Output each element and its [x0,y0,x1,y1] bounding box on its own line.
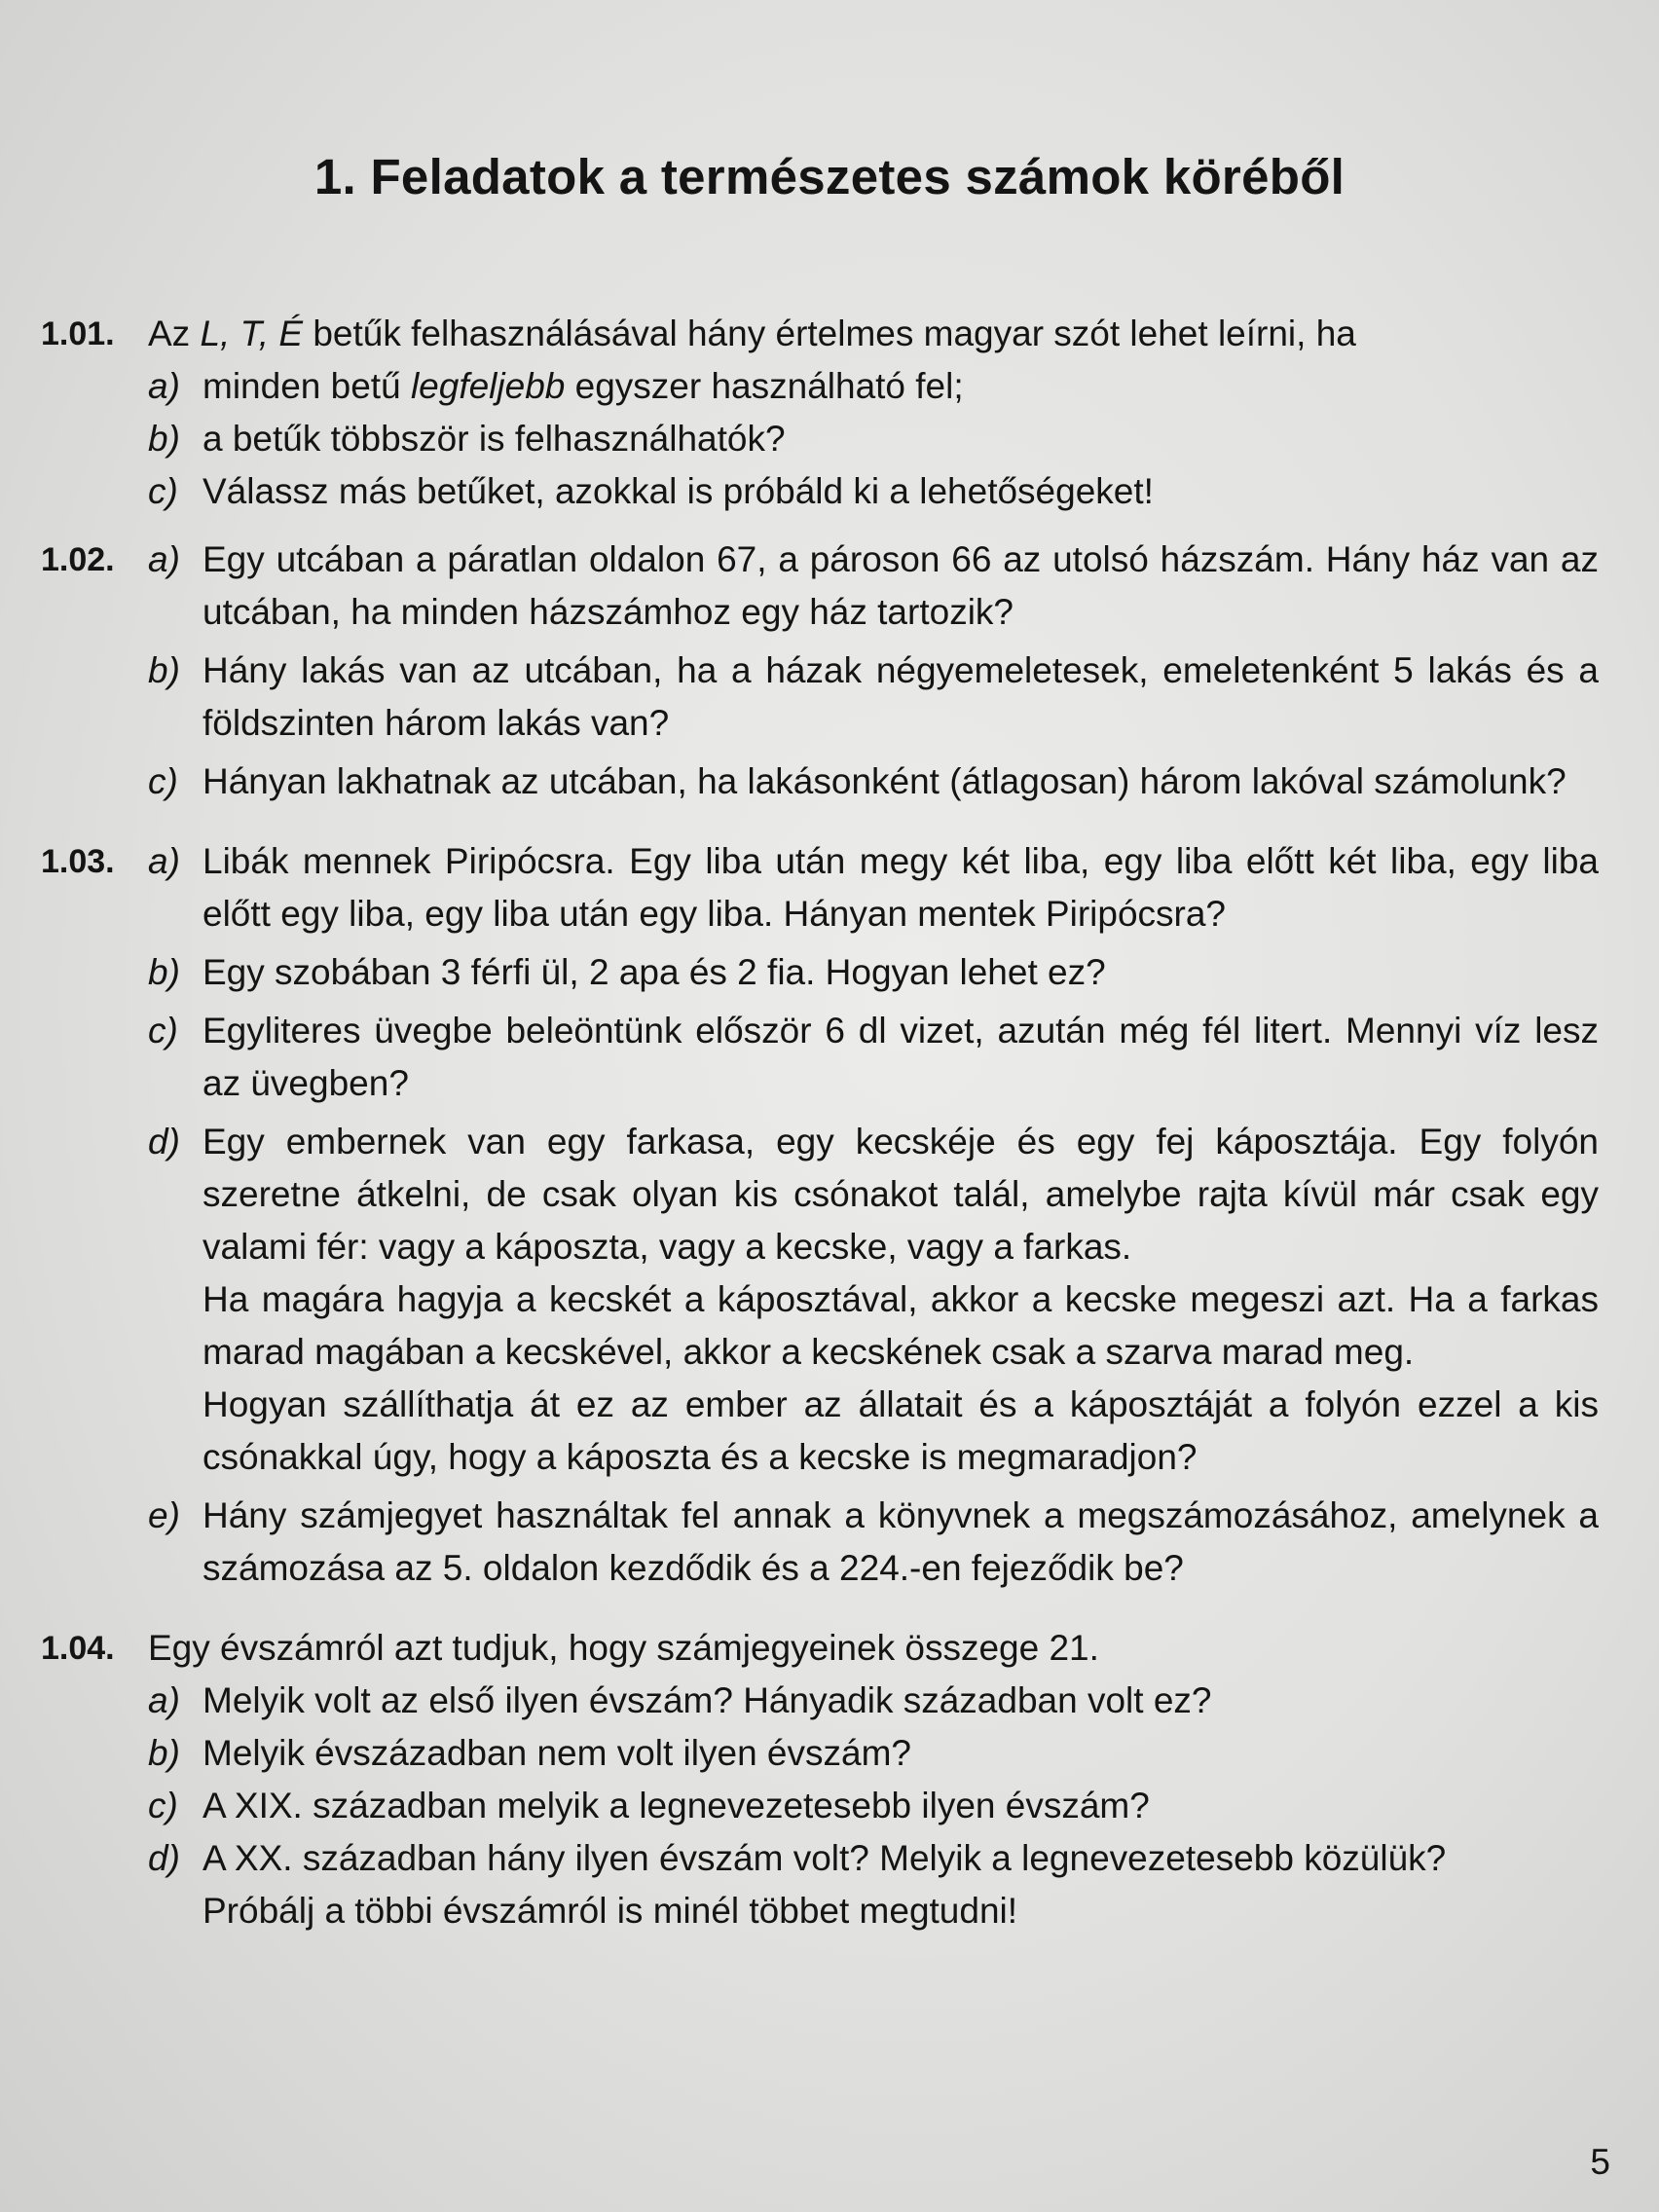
subproblem-label: b) [148,952,180,992]
subproblem-label: b) [148,1733,180,1773]
subproblem-text: A XIX. században melyik a legnevezetesebb ilyen évszám? [203,1786,1150,1825]
subproblem-text [203,1116,1599,1484]
text-part: egyszer használható fel; [565,366,964,406]
subproblem-b [148,1727,1599,1780]
subproblem-text: Hányan lakhatnak az utcában, ha lakásonként (átlagosan) három lakóval számolunk? [203,761,1567,801]
subproblem-label: a) [148,539,180,579]
problem-number: 1.04. [41,1630,115,1667]
subproblem-label: b) [148,419,180,459]
subproblem-text [203,1832,1599,1937]
subproblem-b [148,946,1599,999]
subproblem-label: a) [148,1680,180,1720]
subproblem-c [148,465,1599,518]
problem-1-01 [41,308,1599,518]
chapter-title: 1. Feladatok a természetes számok köréből [313,149,1346,204]
subproblem-label: b) [148,650,180,690]
subproblem-b [148,645,1599,750]
subproblem-a [148,534,1599,639]
subproblem-a [148,1675,1599,1727]
paragraph: Ha magára hagyja a kecskét a káposztával, akkor a kecske megeszi azt. Ha a farkas marad magában a kecskével, akkor a kecskének csak a szarva marad meg. [203,1279,1599,1372]
intro-text: betűk felhasználásával hány értelmes magyar szót lehet leírni, ha [303,313,1356,353]
subproblem-text: Libák mennek Piripócsra. Egy liba után megy két liba, egy liba előtt két liba, egy liba előtt egy liba, egy liba után egy liba. Hányan mentek Piripócsra? [203,841,1599,934]
problem-number: 1.01. [41,315,115,352]
subproblem-label: a) [148,841,180,881]
subproblem-text: Egyliteres üvegbe beleöntünk először 6 dl vizet, azután még fél litert. Mennyi víz lesz az üvegben? [203,1011,1599,1103]
problem-intro [148,308,1599,360]
problem-list [41,308,1599,1937]
problem-1-03 [41,835,1599,1595]
text-part: minden betű [203,366,411,406]
subproblem-c [148,756,1599,808]
subproblem-d [148,1832,1599,1937]
paragraph: Próbálj a többi évszámról is minél többet megtudni! [203,1891,1018,1931]
subproblem-text: Válassz más betűket, azokkal is próbáld ki a lehetőségeket! [203,471,1154,511]
problem-number: 1.02. [41,541,115,578]
subproblem-b [148,413,1599,465]
subproblem-text: a betűk többször is felhasználhatók? [203,419,786,459]
intro-letters: L, T, É [200,313,304,353]
subproblem-c [148,1780,1599,1832]
page-number: 5 [1590,2142,1610,2182]
subproblem-text [203,360,1599,413]
problem-1-04 [41,1622,1599,1937]
paragraph: Egy embernek van egy farkasa, egy kecskéje és egy fej káposztája. Egy folyón szeretne átkelni, de csak olyan kis csónakot talál, amelybe rajta kívül már csak egy valami fér: vagy a káposzta, vagy a kecske, vagy a farkas. [203,1122,1599,1267]
subproblem-label: d) [148,1838,180,1878]
subproblem-text: Melyik évszázadban nem volt ilyen évszám? [203,1733,911,1773]
subproblem-text: Egy szobában 3 férfi ül, 2 apa és 2 fia. Hogyan lehet ez? [203,952,1106,992]
paragraph: A XX. században hány ilyen évszám volt? Melyik a legnevezetesebb közülük? [203,1838,1447,1878]
subproblem-label: c) [148,471,178,511]
problem-1-02 [41,534,1599,808]
subproblem-label: c) [148,761,178,801]
subproblem-text: Melyik volt az első ilyen évszám? Hányadik században volt ez? [203,1680,1212,1720]
problem-body [148,308,1599,518]
problem-body [148,835,1599,1595]
subproblem-text: Egy utcában a páratlan oldalon 67, a pároson 66 az utolsó házszám. Hány ház van az utcában, ha minden házszámhoz egy ház tartozik? [203,539,1599,632]
subproblem-a [148,835,1599,940]
problem-body [148,534,1599,808]
subproblem-text: Hány számjegyet használtak fel annak a könyvnek a megszámozásához, amelynek a számozása az 5. oldalon kezdődik és a 224.-en fejeződik be? [203,1495,1599,1588]
subproblem-label: e) [148,1495,180,1535]
subproblem-label: c) [148,1786,178,1825]
problem-body [148,1622,1599,1937]
subproblem-e [148,1490,1599,1595]
subproblem-label: c) [148,1011,178,1051]
problem-intro: Egy évszámról azt tudjuk, hogy számjegyeinek összege 21. [148,1628,1099,1668]
subproblem-label: a) [148,366,180,406]
subproblem-d [148,1116,1599,1484]
subproblem-c [148,1005,1599,1110]
problem-number: 1.03. [41,843,115,880]
emphasis-text: legfeljebb [410,366,566,406]
subproblem-label: d) [148,1122,180,1161]
subproblem-text: Hány lakás van az utcában, ha a házak négyemeletesek, emeletenként 5 lakás és a földszinten három lakás van? [203,650,1599,743]
subproblem-a [148,360,1599,413]
paragraph: Hogyan szállíthatja át ez az ember az állatait és a káposztáját a folyón ezzel a kis csónakkal úgy, hogy a káposzta és a kecske is megmaradjon? [203,1384,1599,1477]
intro-text: Az [148,313,201,353]
